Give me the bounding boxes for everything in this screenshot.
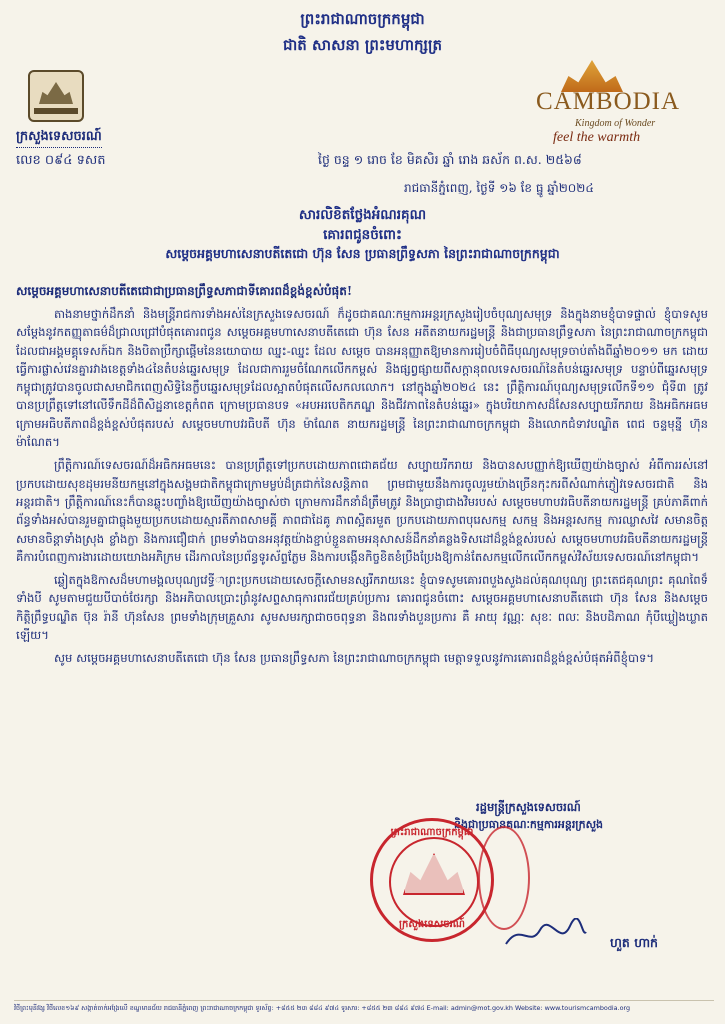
letter-body <box>16 305 708 673</box>
body-paragraph-4: សូម សម្តេចអគ្គមហាសេនាបតីតេជោ ហ៊ុន សែន ប្រធានព្រឹទ្ធសភា នៃព្រះរាជាណាចក្រកម្ពុជា មេត្តាទទួលនូវការគោរពដ៏ខ្ពង់ខ្ពស់បំផុតអំពីខ្ញុំបាទ។ <box>54 651 655 666</box>
letter-recipient: សម្តេចអគ្គមហាសេនាបតីតេជោ ហ៊ុន សែន ប្រធានព្រឹទ្ធសភា នៃព្រះរាជាណាចក្រកម្ពុជា <box>165 246 560 261</box>
signatory-title-1: រដ្ឋមន្ត្រីក្រសួងទេសចរណ៍ <box>476 800 581 814</box>
brand-slogan: feel the warmth <box>553 130 641 145</box>
stamp-top-text: ព្រះរាជាណាចក្រកម្ពុជា <box>390 827 474 838</box>
letter-recipient-intro: គោរពជូនចំពោះ <box>323 227 402 243</box>
salutation: សម្តេចអគ្គមហាសេនាបតីតេជោជាប្រធានព្រឹទ្ធសភាជាទីគោរពដ៏ខ្ពង់ខ្ពស់បំផុត! <box>16 284 353 298</box>
letter-title: សារលិខិតថ្លែងអំណរគុណ <box>298 207 427 223</box>
signatory-title-2: និងជាប្រធានគណៈកម្មការអន្តរក្រសួង <box>454 818 604 831</box>
signatory-name: ហួត ហាក់ <box>610 935 658 950</box>
body-paragraph-2: ព្រឹត្តិការណ៍ទេសចរណ៍ដ៏អធិកអធមនេះ បានប្រព្រឹត្តទៅប្រកបដោយភាពជោគជ័យ សប្បាយរីករាយ និងបានសបញ្ញាក់ឱ្យឃើញយ៉ាងច្បាស់ អំពីការរស់នៅប្រកបដោយសុខដុមរមនីយកម្មនៅក្នុងសង្គមជាតិកម្ពុជាក្រោមម្លប់ដ៏ត្រជាក់នៃសន្តិភាព ព្រមជាមួយនឹងការចូលរួមយ៉ាងច្រើនកុះករពីសំណាក់ភ្ញៀវទេសចរជាតិ និងអន្តរជាតិ។ ព្រឹត្តិការណ៍នេះក៏បានឆ្លុះបញ្ចាំងឱ្យឃើញយ៉ាងច្បាស់ថា ក្រោមការដឹកនាំដ៏ត្រឹមត្រូវ និងប្រាជ្ញាជាងវិមរបស់ សម្តេចមហាបវរធិបតីនាយករដ្ឋមន្ត្រី គ្រប់ភាគីពាក់ព័ន្ធទាំងអស់បានរួមគ្នាជាធ្លុងមួយប្រកបដោយស្មារតីភាពសាមគ្គី ភាពជាដៃគូ ភាពស្អិតរមួត ប្រកបដោយភាពបុរេសកម្ម សកម្ម និងអន្តរសកម្ម ការឈ្លាសវៃ សមានចិត្ត សមានចិន្តាទាំងស្រុង ខ្លាំងក្លា និងការជឿជាក់ ព្រមទាំងបានអនុវត្តយ៉ាងខ្ជាប់ខ្ជួនតាមអនុសាសន៍ដឹកនាំគន្លងទិសដៅដ៏ខ្ពង់ខ្ពស់របស់ សម្តេចមហាបវរធិបតីនាយករដ្ឋមន្ត្រី គឺការបំពេញការងារដោយយោងអភិក្រម ដើរកាលនៃប្រព័ន្ធទូរស័ព្ទភ្លែម និងការបង្កើនកិច្ចខិតខំប្រឹងប្រែងឱ្យកាន់តែសកម្មលើកលើកកម្ពស់វិស័យទេសចរណ៍នៅកម្ពុជា។ <box>16 458 708 564</box>
lunar-date: ថ្ងៃ ចន្ទ ១ រោច ខែ មិគសិរ ឆ្នាំ រោង ឆស័ក ព.ស. ២៥៦៨ <box>318 152 582 167</box>
document-number: លេខ ០៩៤ ទសត <box>16 153 106 168</box>
kingdom-heading: ព្រះរាជាណាចក្រកម្ពុជា <box>300 10 425 28</box>
official-stamp <box>370 818 494 942</box>
footer-contact: វិថីព្រះមុនីវង្ស វិថីលេខ១៦៩ សង្កាត់ចាក់អង្រែលើ ខណ្ឌមានជ័យ រាជធានីភ្នំពេញ ព្រះរាជាណាចក្រកម្ពុជា ទូរស័ព្ទ: +៨៥៥ ២៣ ៨៨៤ ៩៧៤ ទូរសារ: +៨៥៥ ២៣ ៨៨៤ ៩៧៤ E-mail: admin@mot.gov.kh Website: www.tourismcambodia.org <box>14 1000 714 1014</box>
ministry-name: ក្រសួងទេសចរណ៍ <box>16 128 102 148</box>
motto-heading: ជាតិ សាសនា ព្រះមហាក្សត្រ <box>283 36 442 54</box>
brand-tagline: Kingdom of Wonder <box>575 118 656 129</box>
body-paragraph-1: តាងនាមថ្នាក់ដឹកនាំ និងមន្ត្រីរាជការទាំងអស់នៃក្រសួងទេសចរណ៍ ក៏ដូចជាគណៈកម្មការអន្តរក្រសួងរៀបចំបុណ្យសមុទ្រ និងក្នុងនាមខ្ញុំបាទផ្ទាល់ ខ្ញុំបាទសូមសម្តែងនូវកតញ្ញុតាធម៌ដ៏ជ្រាលជ្រៅបំផុតគោរពជូន សម្តេចអគ្គមហាសេនាបតីតេជោ ហ៊ុន សែន អតីតនាយករដ្ឋមន្ត្រី និងជាប្រធានព្រឹទ្ធសភា នៃព្រះរាជាណាចក្រកម្ពុជា ដែលជាអង្គមគ្គុទេសក៍ឯក និងបិតាប្រឹក្សាផ្តើមនៃនយោបាយ ឈ្នះ-ឈ្នះ ដែល សម្តេច បានអនុញ្ញាតឱ្យមានការរៀបចំពិធីបុណ្យសមុទ្រចាប់តាំងពីឆ្នាំ២០១១ មក ដោយធ្វើការផ្លាស់វេនគ្នារវាងខេត្តទាំង៤នៃតំបន់ឆ្នេរសមុទ្រ ដែលជាការរួមចំណែកលើកកម្ពស់ និងផ្សព្វផ្សាយពីសក្តានុពលទេសចរណ៍នៃតំបន់ឆ្នេរសមុទ្រ បន្ទាប់ពីឆ្នេរសមុទ្រកម្ពុជាត្រូវបានចូលជាសមាជិកពេញសិទ្ធិនៃក្លឹបឆ្នេរសមុទ្រដែលស្អាតបំផុតលើសកលលោក។ នៅក្នុងឆ្នាំ២០២៤ នេះ ព្រឹត្តិការណ៍បុណ្យសមុទ្រលើកទី១១ ជុំទី៣ ត្រូវបានប្រព្រឹត្តទៅនៅលើទឹកដីដ៏ពិសិដ្ឋនាខេត្តកំពត ក្រោមប្រធានបទ «អបអរបេតិកភណ្ឌ និងជីវភាពនៃតំបន់ឆ្នេរ» ក្នុងបរិយាកាសដ៏សែនសប្បាយរីករាយ និងអធិកអធម ក្រោមអធិបតីភាពដ៏ខ្ពង់ខ្ពស់បំផុតរបស់ សម្តេចមហាបវរធិបតី ហ៊ុន ម៉ាណែត នាយករដ្ឋមន្ត្រី នៃព្រះរាជាណាចក្រកម្ពុជា និងលោកជំទាវបណ្ឌិត ពេជ ចន្ទមុន្នី ហ៊ុនម៉ាណែត។ <box>16 307 708 450</box>
secondary-stamp <box>478 826 530 930</box>
ministry-seal-logo <box>28 70 84 122</box>
body-paragraph-3: ឆ្លៀតក្នុងឱកាសដ៏មហាមង្គលបុណ្យវេទី្ធាព្រះប្រកបដោយសេចក្តីសោមនស្សរីករាយនេះ ខ្ញុំបាទសូមគោរពបួងសួងដល់គុណបុណ្យ ព្រះតេជគុណព្រះ គុណពៃទ៏ទាំងបី សូមតាមជួយបីបាច់ថែរក្សា និងអភិបាលប្រោះព្រំនូវសព្ទសាធុការពរជ័យគ្រប់ប្រការ គោរពជូនចំពោះ សម្តេចអគ្គមហាសេនាបតីតេជោ ហ៊ុន សែន និងសម្តេចកិត្តិព្រឹទ្ធបណ្ឌិត ប៊ុន រ៉ានី ហ៊ុនសែន ព្រមទាំងក្រុមគ្រួសារ សូមសមរក្សាជាចចពុទ្ធនា និងពរទាំងបួនប្រការ គឺ អាយុ វណ្ណៈ សុខៈ ពលៈ និងបដិភាណ កុំបីឃ្លៀងឃ្លាតឡើយ។ <box>16 573 708 643</box>
stamp-bottom-text: ក្រសួងទេសចរណ៍ <box>399 919 465 930</box>
cambodia-brand-logo <box>523 60 693 150</box>
signature-mark <box>500 918 590 952</box>
brand-wordmark: CAMBODIA <box>535 88 681 115</box>
solar-date: រាជធានីភ្នំពេញ, ថ្ងៃទី ១៦ ខែ ធ្នូ ឆ្នាំ២០២៤ <box>404 181 594 195</box>
